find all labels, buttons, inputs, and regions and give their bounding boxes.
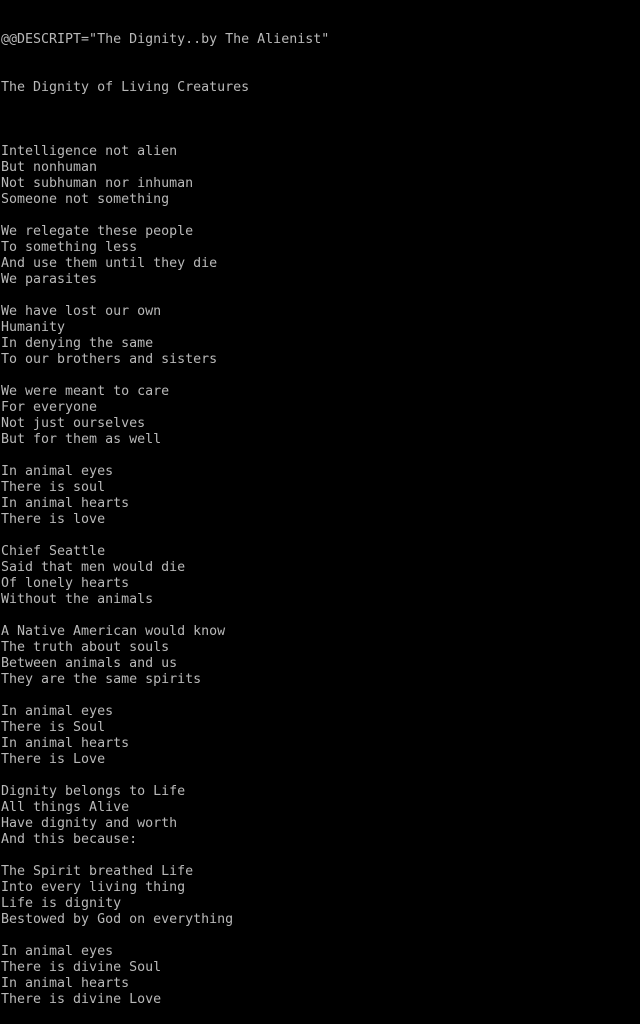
poem-line: Dignity belongs to Life: [1, 784, 186, 799]
poem-line: Life is dignity: [1, 896, 122, 911]
poem-line: A Native American would know: [1, 624, 226, 639]
poem-stanza: [0, 864, 640, 928]
poem-stanza: [0, 544, 640, 608]
poem-stanza: [0, 304, 640, 368]
poem-line: In denying the same: [1, 336, 154, 351]
poem-line: In animal hearts: [1, 736, 130, 751]
poem-line: In animal eyes: [1, 944, 114, 959]
poem-line: There is soul: [1, 480, 106, 495]
poem-line: Bestowed by God on everything: [1, 912, 234, 927]
poem-line: In animal hearts: [1, 496, 130, 511]
poem-stanza: [0, 944, 640, 1008]
poem-line: Humanity: [1, 320, 66, 335]
poem-line: We parasites: [1, 272, 98, 287]
poem-line: Have dignity and worth: [1, 816, 178, 831]
poem-stanza: [0, 464, 640, 528]
poem-line: To our brothers and sisters: [1, 352, 218, 367]
poem-line: Someone not something: [1, 192, 170, 207]
poem-line: They are the same spirits: [1, 672, 202, 687]
poem-line: Of lonely hearts: [1, 576, 130, 591]
poem-line: There is Love: [1, 752, 106, 767]
poem-line: In animal eyes: [1, 704, 114, 719]
poem-stanza: [0, 784, 640, 848]
poem-stanza: [0, 224, 640, 288]
poem-line: And this because:: [1, 832, 138, 847]
poem-line: There is Soul: [1, 720, 106, 735]
descript-metadata-line: @@DESCRIPT="The Dignity..by The Alienist": [1, 32, 330, 47]
poem-line: We have lost our own: [1, 304, 162, 319]
poem-line: We were meant to care: [1, 384, 170, 399]
poem-line: The Spirit breathed Life: [1, 864, 194, 879]
poem-line: But for them as well: [1, 432, 162, 447]
poem-line: The truth about souls: [1, 640, 170, 655]
poem-line: All things Alive: [1, 800, 130, 815]
poem-line: Chief Seattle: [1, 544, 106, 559]
poem-line: There is love: [1, 512, 106, 527]
poem-line: Between animals and us: [1, 656, 178, 671]
poem-line: Not subhuman nor inhuman: [1, 176, 194, 191]
poem-line: Not just ourselves: [1, 416, 146, 431]
poem-line: We relegate these people: [1, 224, 194, 239]
poem-line: Said that men would die: [1, 560, 186, 575]
poem-line: Into every living thing: [1, 880, 186, 895]
poem-line: In animal eyes: [1, 464, 114, 479]
poem-title: The Dignity of Living Creatures: [1, 80, 250, 95]
poem-stanza: [0, 384, 640, 448]
poem-body: [0, 144, 640, 1008]
poem-line: But nonhuman: [1, 160, 98, 175]
poem-line: Intelligence not alien: [1, 144, 178, 159]
poem-stanza: [0, 704, 640, 768]
poem-line: For everyone: [1, 400, 98, 415]
poem-line: Without the animals: [1, 592, 154, 607]
poem-stanza: [0, 624, 640, 688]
poem-line: To something less: [1, 240, 138, 255]
poem-line: In animal hearts: [1, 976, 130, 991]
poem-line: There is divine Love: [1, 992, 162, 1007]
poem-line: There is divine Soul: [1, 960, 162, 975]
poem-stanza: [0, 144, 640, 208]
poem-line: And use them until they die: [1, 256, 218, 271]
